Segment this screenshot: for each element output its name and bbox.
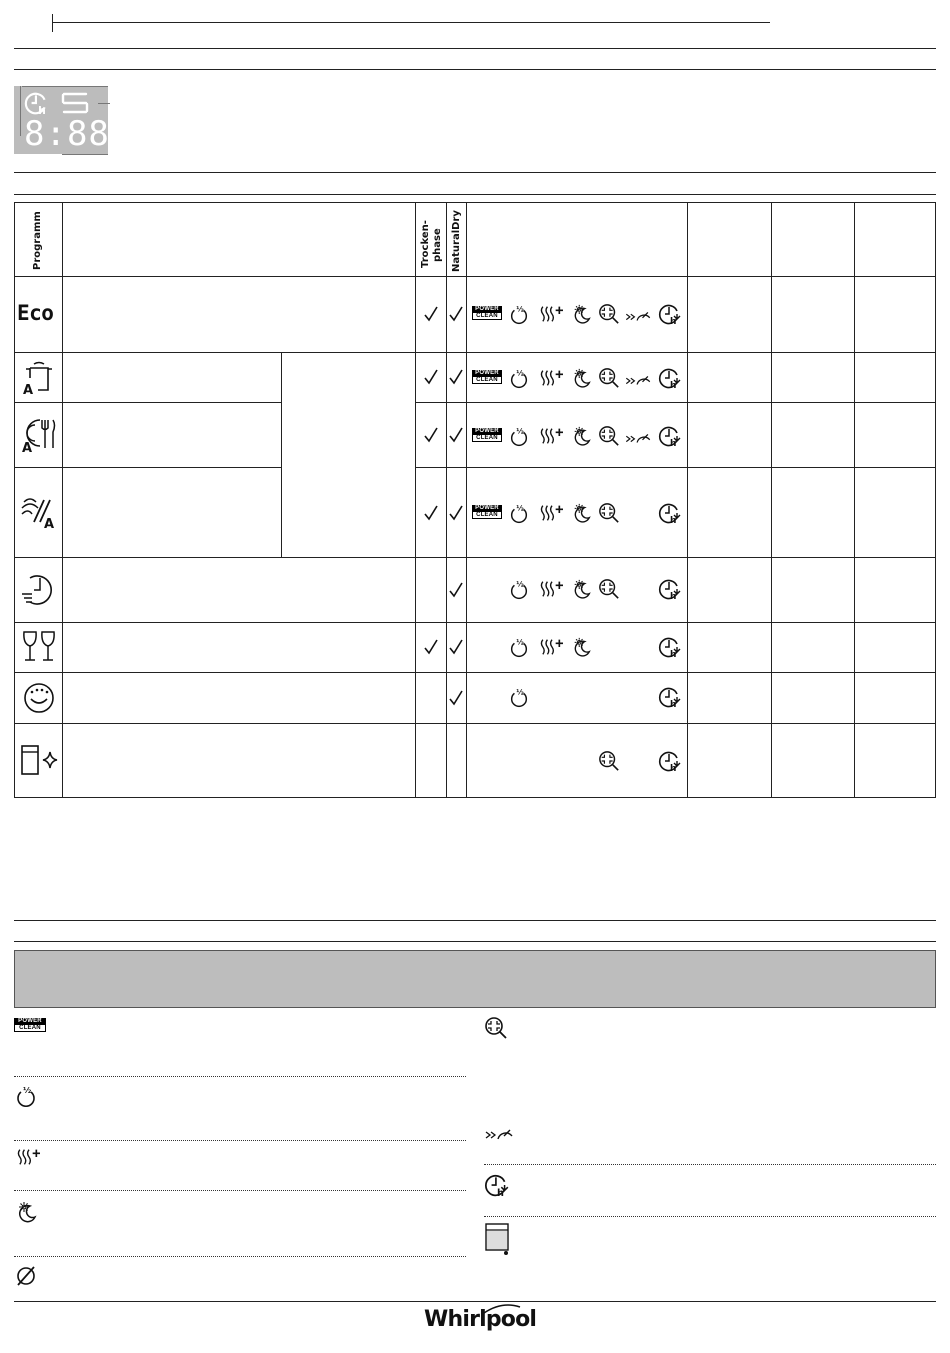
zone-icon xyxy=(598,303,620,325)
brand-logo-text: Whirlpool xyxy=(424,1307,537,1332)
half-load-icon xyxy=(508,502,530,524)
extra-dry-icon xyxy=(538,636,566,658)
night-icon xyxy=(570,367,594,389)
extra-dry-icon xyxy=(538,425,566,447)
brand-swoosh-icon xyxy=(482,1303,522,1317)
svg-text:A: A xyxy=(22,441,33,456)
night-icon xyxy=(570,425,594,447)
rinse-soak-icon xyxy=(22,681,56,715)
turbo-icon xyxy=(624,371,652,389)
legend-extra-dry-icon xyxy=(14,1146,44,1168)
display-digits: 8:88 xyxy=(24,114,110,154)
eco-label: Eco xyxy=(17,301,54,325)
header-tick xyxy=(52,14,53,32)
delay-icon xyxy=(658,424,682,448)
power-clean-icon: POWER CLEAN xyxy=(472,306,502,320)
row-line-4 xyxy=(14,557,936,558)
self-clean-icon xyxy=(20,744,60,778)
row6-naturaldry-check xyxy=(449,639,463,655)
section-rule-1a xyxy=(14,48,936,49)
power-clean-icon: POWER CLEAN xyxy=(472,370,502,384)
delay-icon xyxy=(658,577,682,601)
legend-power-clean-icon: POWER CLEAN xyxy=(14,1018,46,1032)
turbo-icon xyxy=(624,307,652,325)
night-icon xyxy=(570,502,594,524)
col-line-2 xyxy=(415,202,416,798)
legend-divider xyxy=(484,1164,936,1165)
brand-logo xyxy=(424,1305,537,1337)
section-rule-2a xyxy=(14,172,936,173)
col-line-6 xyxy=(771,202,772,798)
night-icon xyxy=(570,303,594,325)
row6-trockenphase-check xyxy=(424,639,438,655)
row-line-1 xyxy=(14,352,936,353)
delay-icon xyxy=(658,749,682,773)
half-load-icon xyxy=(508,636,530,658)
row1-naturaldry-check xyxy=(449,306,463,322)
col-line-sub xyxy=(281,352,282,557)
row-line-5 xyxy=(14,622,936,623)
segment-icon xyxy=(60,92,90,114)
row1-trockenphase-check xyxy=(424,306,438,322)
row3-naturaldry-check xyxy=(449,427,463,443)
col-line-3 xyxy=(446,202,447,798)
row5-naturaldry-check xyxy=(449,582,463,598)
section-rule-1b xyxy=(14,69,936,70)
power-clean-icon: POWER CLEAN xyxy=(472,505,502,519)
zone-icon xyxy=(598,578,620,600)
zone-icon xyxy=(598,502,620,524)
extra-dry-icon xyxy=(538,502,566,524)
night-icon xyxy=(570,636,594,658)
section-rule-2b xyxy=(14,194,936,195)
zone-icon xyxy=(598,425,620,447)
display-leader-d xyxy=(62,154,108,155)
wine-glasses-icon xyxy=(20,630,58,666)
legend-divider xyxy=(14,1190,466,1191)
delay-icon xyxy=(658,685,682,709)
svg-text:A: A xyxy=(44,517,55,532)
glass-cutlery-auto-icon xyxy=(20,494,58,532)
display-leader-b xyxy=(22,86,108,87)
header-trocken: Trocken- xyxy=(420,220,431,268)
program-table xyxy=(14,202,936,798)
row7-naturaldry-check xyxy=(449,690,463,706)
zone-icon xyxy=(598,750,620,772)
display-panel xyxy=(14,86,108,154)
legend-delay-icon xyxy=(484,1172,510,1198)
legend-divider xyxy=(14,1140,466,1141)
delay-icon xyxy=(658,366,682,390)
legend-not-available-icon xyxy=(14,1264,38,1288)
header-programm: Programm xyxy=(32,211,43,270)
legend-divider xyxy=(14,1076,466,1077)
extra-dry-icon xyxy=(538,578,566,600)
footer-rule xyxy=(14,1301,936,1302)
header-phase: phase xyxy=(432,228,443,262)
col-line-7 xyxy=(854,202,855,798)
legend-divider xyxy=(484,1216,936,1217)
options-banner xyxy=(14,950,936,1008)
row2-trockenphase-check xyxy=(424,369,438,385)
row-line-3a xyxy=(14,467,281,468)
row-line-h xyxy=(14,276,936,277)
section-rule-3b xyxy=(14,941,936,942)
col-line-5 xyxy=(687,202,688,798)
power-clean-icon: POWER CLEAN xyxy=(472,428,502,442)
row3-trockenphase-check xyxy=(424,427,438,443)
plate-cutlery-auto-icon xyxy=(20,414,58,454)
col-line-4 xyxy=(466,202,467,798)
extra-dry-icon xyxy=(538,303,566,325)
row2-naturaldry-check xyxy=(449,369,463,385)
half-load-icon xyxy=(508,367,530,389)
delay-icon xyxy=(658,501,682,525)
svg-text:h: h xyxy=(38,103,46,117)
display-leader-a xyxy=(20,86,21,136)
zone-icon xyxy=(598,367,620,389)
turbo-icon xyxy=(624,429,652,447)
display-leader-c xyxy=(98,103,110,104)
legend-half-load-icon xyxy=(14,1084,38,1108)
half-load-icon xyxy=(508,686,530,708)
legend-divider xyxy=(14,1256,466,1257)
half-load-icon xyxy=(508,578,530,600)
legend-turbo-icon xyxy=(484,1124,514,1144)
quick-wash-icon xyxy=(20,570,58,608)
section-rule-3a xyxy=(14,920,936,921)
delay-icon xyxy=(658,302,682,326)
svg-text:A: A xyxy=(23,383,34,398)
row-line-6 xyxy=(14,672,936,673)
extra-dry-icon xyxy=(538,367,566,389)
night-icon xyxy=(570,578,594,600)
row4-naturaldry-check xyxy=(449,505,463,521)
col-line-1 xyxy=(62,202,63,798)
half-load-icon xyxy=(508,303,530,325)
legend-night-icon xyxy=(14,1200,40,1224)
row-line-2b xyxy=(415,402,936,403)
legend-dishwasher-icon xyxy=(484,1222,512,1256)
delay-hours-icon xyxy=(24,90,50,116)
row-line-3b xyxy=(415,467,936,468)
row4-trockenphase-check xyxy=(424,505,438,521)
legend-zone-icon xyxy=(484,1016,508,1040)
header-naturaldry: NaturalDry xyxy=(451,210,462,272)
header-rule xyxy=(52,22,770,23)
delay-icon xyxy=(658,635,682,659)
row-line-7 xyxy=(14,723,936,724)
pot-auto-icon xyxy=(20,360,56,396)
row-line-2a xyxy=(14,402,281,403)
half-load-icon xyxy=(508,425,530,447)
